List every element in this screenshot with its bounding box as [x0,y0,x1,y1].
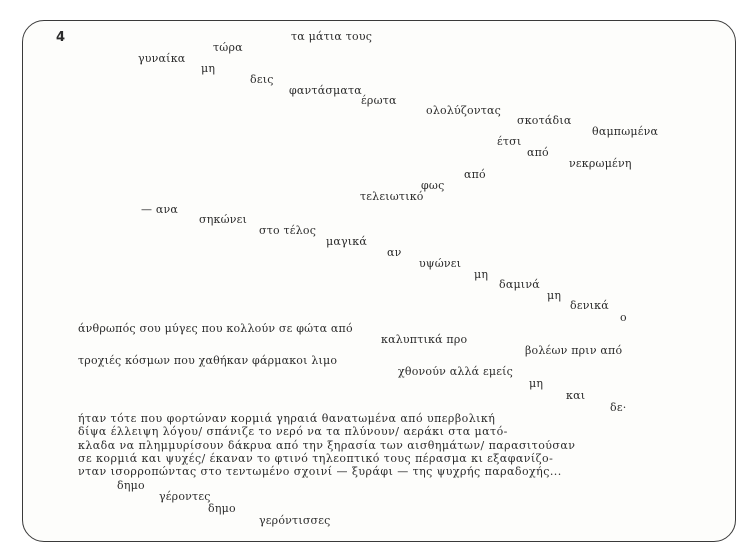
prose-line: νταν ισορροπώντας στο τεντωμένο σχοινί — ξυράφι — της ψυχρής παραδοχής... [78,465,562,479]
page-number: 4 [56,30,66,45]
poem-word: μη [474,268,489,281]
poem-word: μη [201,62,216,75]
poem-word: νεκρωμένη [569,157,632,170]
poem-word: τελειωτικό [360,190,424,203]
poem-word: φως [421,179,445,192]
poem-word: μη [547,289,562,302]
prose-paragraph [78,412,678,478]
poem-word: υψώνει [419,257,462,270]
poem-word: έρωτα [361,94,397,107]
poem-word: χθονούν αλλά εμείς [398,365,514,378]
poem-word: καλυπτικά προ [381,333,468,346]
poem-word: τώρα [213,41,243,54]
prose-line: δίψα έλλειψη λόγου/ σπάνιζε το νερό να τα πλύνουν/ αεράκι στα ματό- [78,425,508,439]
prose-line: σε κορμιά και ψυχές/ έκαναν το φτινό τηλεοπτικό τους πέρασμα κι εξαφανίζο- [78,451,554,465]
poem-line: άνθρωπός σου μύγες που κολλούν σε φώτα από [78,322,353,335]
poem-word: από [527,146,549,159]
poem-word: ο [620,311,627,324]
poem-word: γυναίκα [138,52,186,65]
poem-word: δεις [250,73,274,86]
prose-line: κλαδα να πλημμυρίσουν δάκρυα από την ξηρασία των αισθημάτων/ παρασιτούσαν [78,438,576,452]
poem-word: σκοτάδια [517,114,572,127]
poem-word: σηκώνει [199,213,248,226]
poem-word: δημο [208,502,236,515]
poem-word: δε· [610,401,627,414]
poem-word: τα μάτια τους [291,30,373,43]
poem-word: από [464,168,486,181]
poem-word: βολέων πριν από [525,344,623,357]
poem-word: μη [529,377,544,390]
poem-word: μαγικά [326,235,367,248]
prose-line: ήταν τότε που φορτώναν κορμιά γηραιά θανατωμένα από υπερβολική [78,412,496,425]
poem-word: δαμινά [499,278,540,291]
poem-line: τροχιές κόσμων που χαθήκαν φάρμακοι λιμο [78,354,338,367]
poem-word: — ανα [141,203,179,216]
poem-word: γέροντες [159,490,211,503]
poem-word: ολολύζοντας [426,104,502,117]
poem-word: δενικά [570,299,609,312]
poem-word: στο τέλος [259,224,317,237]
poem-word: και [566,389,586,402]
poem-word: φαντάσματα [289,84,362,97]
poem-word: θαμπωμένα [592,125,659,138]
poem-word: αν [387,246,402,259]
poem-word: δημο [117,479,145,492]
poem-word: γερόντισσες [259,514,331,527]
poem-word: έτσι [497,135,522,148]
